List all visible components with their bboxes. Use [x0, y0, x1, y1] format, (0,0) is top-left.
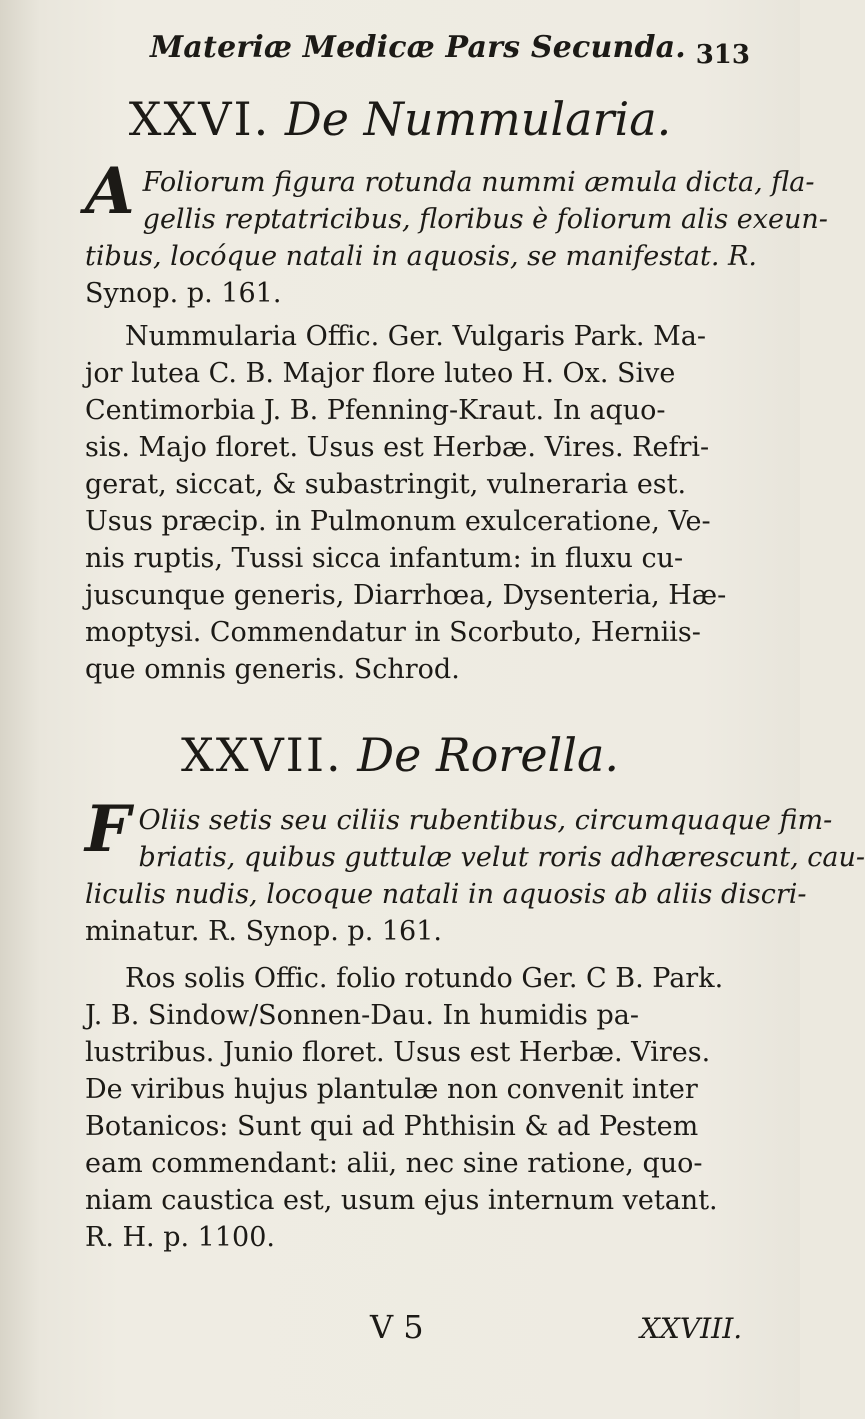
drop-cap: F [85, 792, 131, 867]
text-line: Synop. p. 161. [85, 278, 282, 309]
drop-cap: A [85, 154, 135, 229]
section-title: De Rorella. [357, 728, 620, 782]
text-line: liculis nudis, locoque natali in aquosis ab aliis discri- [85, 879, 807, 910]
text-line: jor lutea C. B. Major flore luteo H. Ox. Sive [85, 358, 676, 389]
section-title: De Nummularia. [284, 92, 672, 146]
text-line: gerat, siccat, & subastringit, vulneraria est. [85, 469, 687, 500]
description-paragraph [85, 154, 828, 312]
text-line: gellis reptatricibus, floribus è foliorum alis exeun- [142, 204, 828, 235]
text-line: Foliorum figura rotunda nummi æmula dicta, fla- [142, 167, 815, 198]
text-line: eam commendant: alii, nec sine ratione, quo- [85, 1148, 703, 1179]
body-paragraph [85, 318, 765, 688]
text-line: moptysi. Commendatur in Scorbuto, Herniis- [85, 617, 701, 648]
running-head: Materiæ Medicæ Pars Secunda. [150, 30, 686, 65]
text-line: R. H. p. 1100. [85, 1222, 275, 1253]
text-line: Oliis setis seu ciliis rubentibus, circumquaque fim- [138, 805, 833, 836]
text-line: De viribus hujus plantulæ non convenit inter [85, 1074, 698, 1105]
section-heading-rorella [0, 728, 800, 782]
text-line: tibus, locóque natali in aquosis, se manifestat. R. [85, 241, 757, 272]
catchword: XXVIII. [640, 1312, 743, 1345]
section-number: XXVII. [180, 728, 343, 782]
text-line: lustribus. Junio floret. Usus est Herbæ. Vires. [85, 1037, 711, 1068]
signature-mark: V 5 [370, 1308, 424, 1346]
text-line: Ros solis Offic. folio rotundo Ger. C B. Park. [125, 963, 724, 994]
text-line: que omnis generis. Schrod. [85, 654, 460, 685]
section-number: XXVI. [128, 92, 271, 146]
section-heading-nummularia [0, 92, 800, 146]
text-line: Botanicos: Sunt qui ad Phthisin & ad Pestem [85, 1111, 699, 1142]
text-line: Centimorbia J. B. Pfenning-Kraut. In aquo- [85, 395, 666, 426]
text-line: niam caustica est, usum ejus internum vetant. [85, 1185, 718, 1216]
text-line: nis ruptis, Tussi sicca infantum: in fluxu cu- [85, 543, 684, 574]
text-line: Nummularia Offic. Ger. Vulgaris Park. Ma- [125, 321, 706, 352]
text-line: juscunque generis, Diarrhœa, Dysenteria, Hæ- [85, 580, 727, 611]
page-header [150, 26, 750, 76]
page-number: 313 [695, 40, 750, 70]
text-line: briatis, quibus guttulæ velut roris adhærescunt, cau- [138, 842, 865, 873]
text-line: Usus præcip. in Pulmonum exulceratione, Ve- [85, 506, 711, 537]
text-line: J. B. Sindow/Sonnen-Dau. In humidis pa- [85, 1000, 640, 1031]
body-paragraph [85, 960, 765, 1256]
text-line: sis. Majo floret. Usus est Herbæ. Vires. Refri- [85, 432, 710, 463]
page-footer [0, 1308, 800, 1348]
description-paragraph [85, 792, 865, 950]
text-line: minatur. R. Synop. p. 161. [85, 916, 442, 947]
